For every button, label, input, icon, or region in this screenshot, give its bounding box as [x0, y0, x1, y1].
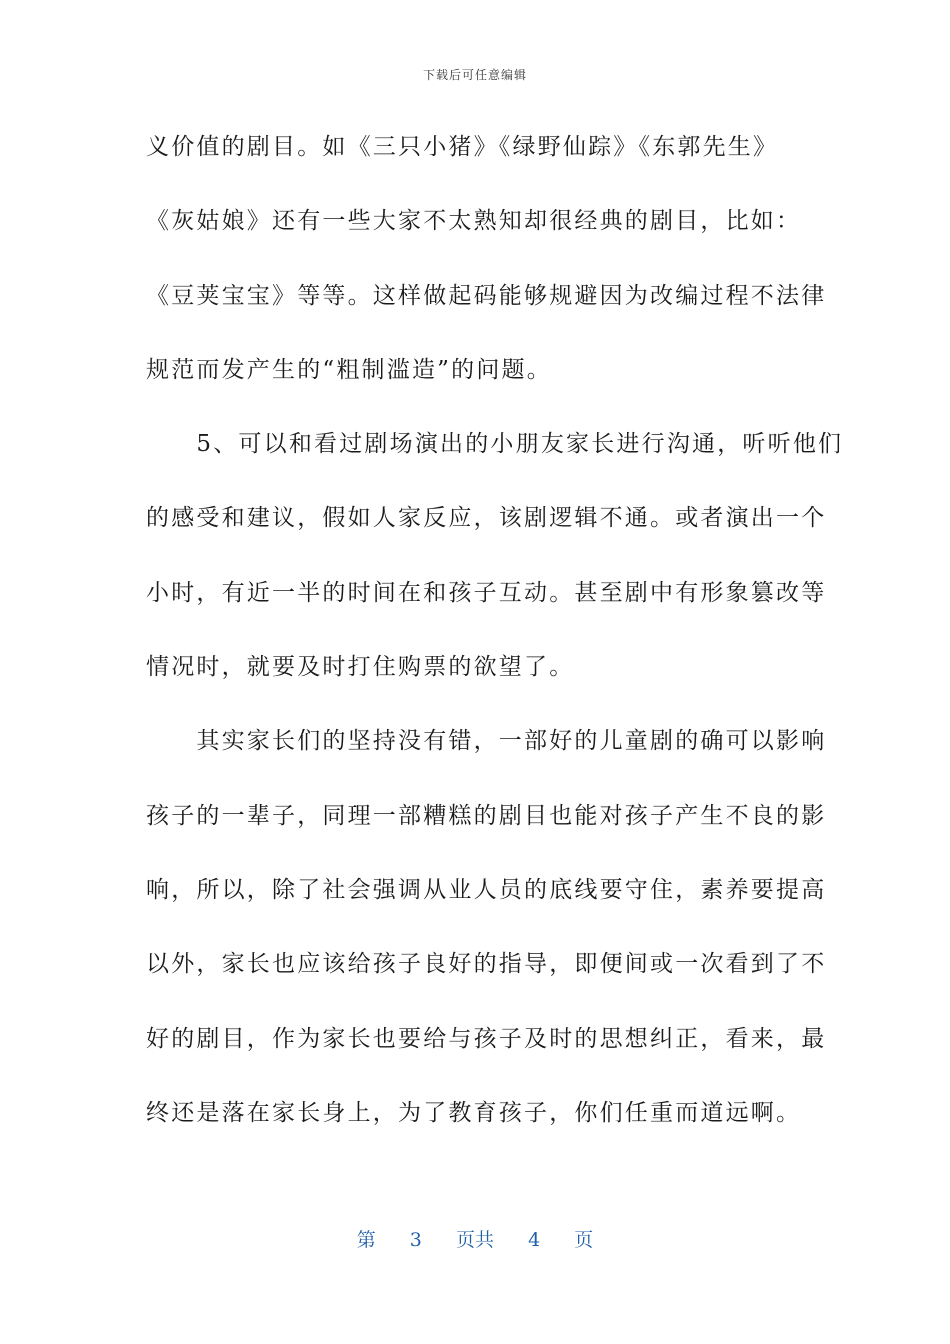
text-line: 好的剧目，作为家长也要给与孩子及时的思想纠正，看来，最	[146, 1025, 827, 1052]
text-line: 终还是落在家长身上，为了教育孩子，你们任重而道远啊。	[146, 1099, 802, 1126]
text-line: 孩子的一辈子，同理一部糟糕的剧目也能对孩子产生不良的影	[146, 802, 827, 829]
text-line: 以外，家长也应该给孩子良好的指导，即便间或一次看到了不	[146, 951, 827, 978]
text-line: 情况时，就要及时打住购票的欲望了。	[146, 654, 575, 681]
total-pages: 4	[528, 1229, 541, 1251]
text-line: 规范而发产生的“粗制滥造”的问题。	[146, 356, 552, 383]
document-body	[146, 120, 844, 1160]
page-prefix: 第	[356, 1229, 376, 1251]
page-suffix: 页	[574, 1229, 594, 1251]
page-mid: 页共	[455, 1229, 494, 1251]
text-line: 小时，有近一半的时间在和孩子互动。甚至剧中有形象篡改等	[146, 579, 827, 606]
text-line: 《灰姑娘》还有一些大家不太熟知却很经典的剧目，比如：	[146, 208, 802, 235]
text-line: 响，所以，除了社会强调从业人员的底线要守住，素养要提高	[146, 876, 827, 903]
text-line: 《豆荚宝宝》等等。这样做起码能够规避因为改编过程不法律	[146, 282, 827, 309]
text-line: 义价值的剧目。如《三只小猪》《绿野仙踪》《东郭先生》	[146, 134, 779, 160]
page-footer	[0, 1225, 950, 1252]
header-note: 下载后可任意编辑	[422, 68, 527, 82]
page-number: 3	[409, 1229, 422, 1251]
text-line: 的感受和建议，假如人家反应，该剧逻辑不通。或者演出一个	[146, 505, 827, 532]
text-line: 5、可以和看过剧场演出的小朋友家长进行沟通，听听他们	[146, 431, 844, 458]
text-line: 其实家长们的坚持没有错，一部好的儿童剧的确可以影响	[146, 728, 827, 755]
